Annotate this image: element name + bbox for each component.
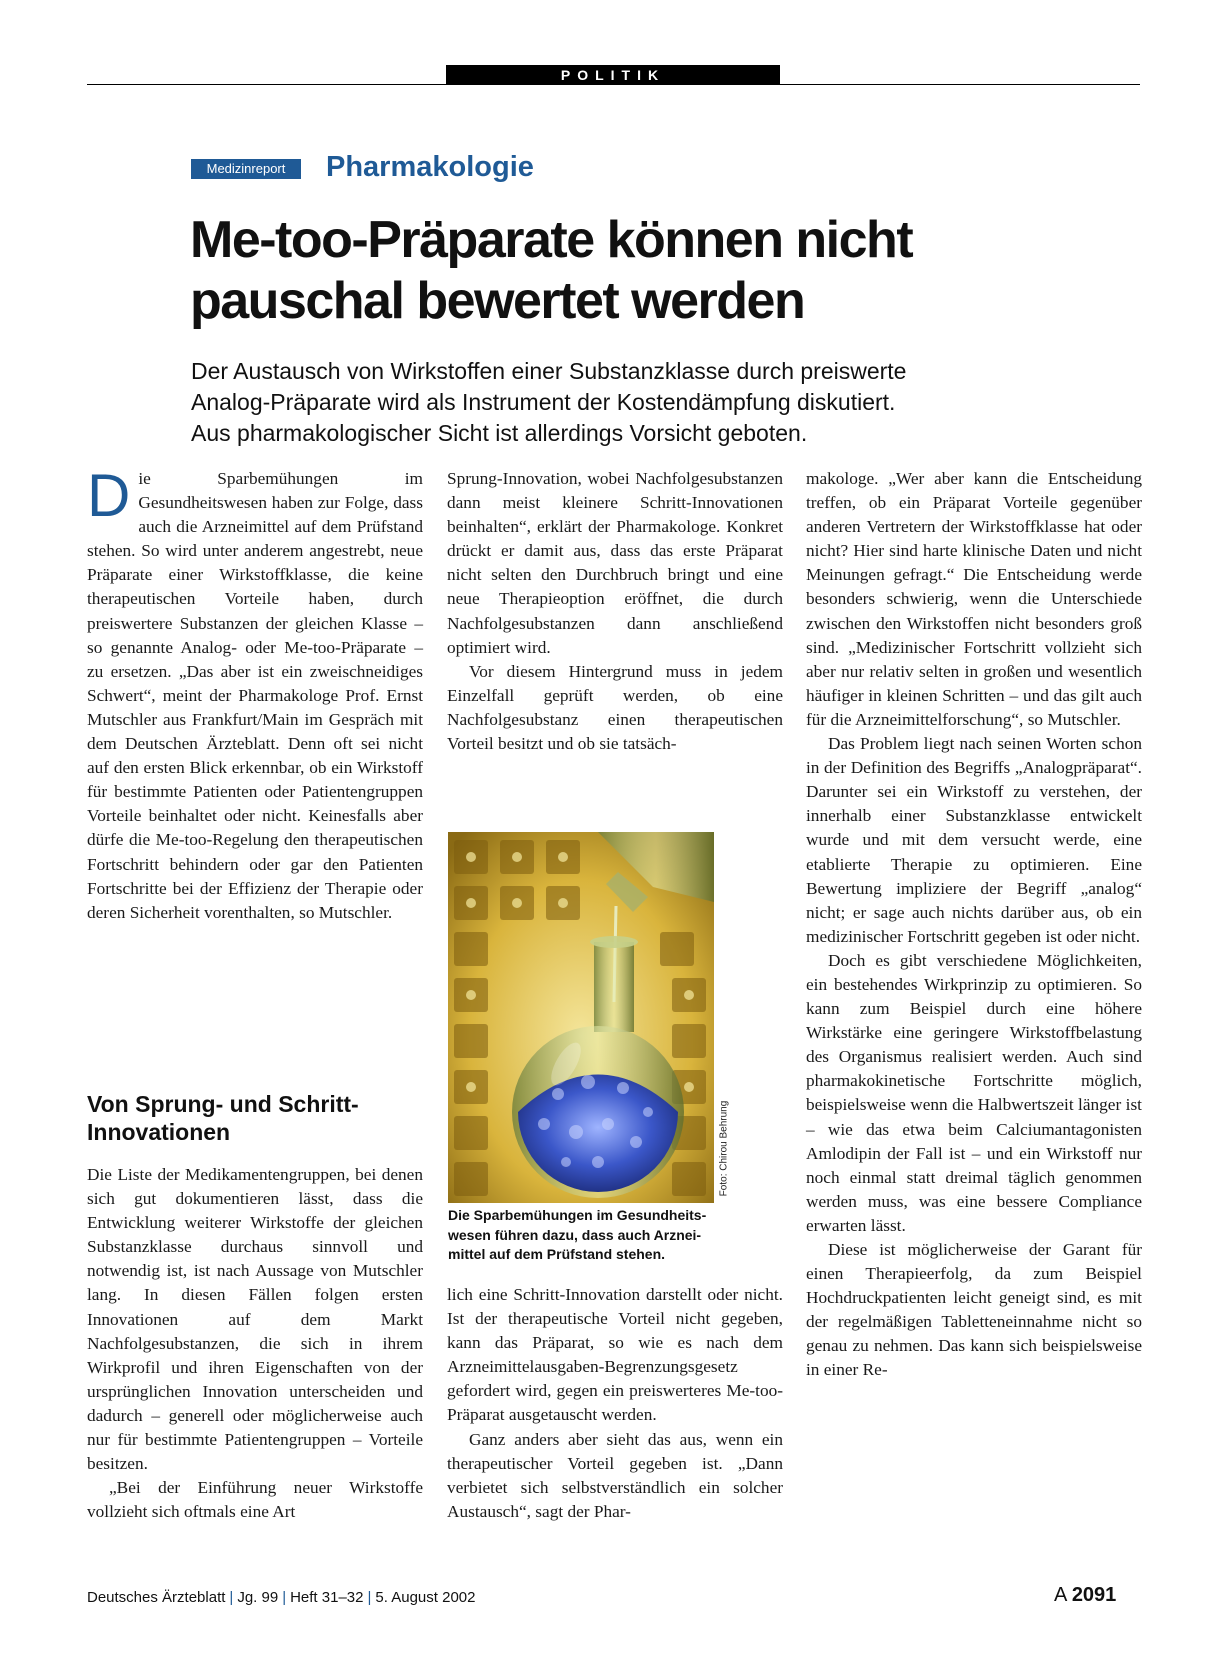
section-label: POLITIK: [446, 65, 780, 85]
caption-line: Die Sparbemühungen im Gesundheits-: [448, 1207, 707, 1223]
lead-line: Analog-Präparate wird als Instrument der Kostendämpfung diskutiert.: [191, 389, 896, 415]
body-paragraph: Das Problem liegt nach seinen Worten schon in der Definition des Begriffs „Analogpräparat“. Darunter sei ein Wirkstoff zu verstehen, der innerhalb einer Substanzklasse entwickelt wurde und mit dem versucht werde, eine etablierte Therapie zu optimieren. Eine Bewertung impliziere der Begriff „analog“ nicht; er sage auch nichts darüber aus, ob ein medizinischer Fortschritt gegeben ist oder nicht.: [806, 734, 1142, 946]
caption-line: wesen führen dazu, dass auch Arznei-: [448, 1226, 702, 1243]
body-paragraph: makologe. „Wer aber kann die Entscheidung treffen, ob ein Präparat Vorteile gegenüber anderen Vertretern der Wirkstoffklasse hat oder nicht? Hier sind harte klinische Daten und nicht Meinungen gefragt.“ Die Entscheidung werde besonders schwierig, wenn die Unterschiede zwischen den Wirkstoffen nicht besonders groß sind. „Medizinischer Fortschritt vollzieht sich aber nur relativ selten in großen und wesentlich häufiger in kleinen Schritten – und das gilt auch für die Arzneimittelforschung“, so Mutschler.: [806, 469, 1142, 729]
caption-line: mittel auf dem Prüfstand stehen.: [448, 1246, 666, 1262]
body-paragraph: Sprung-Innovation, wobei Nachfolgesubstanzen dann meist kleinere Schritt-Innovationen beinhalten“, erklärt der Pharmakologe. Konkret drückt er damit aus, dass das erste Präparat nicht selten den Durchbruch bringt und eine neue Therapieoption eröffnet, die durch Nachfolgesubstanzen dann anschließend optimiert wird.: [447, 469, 783, 657]
subheading: [87, 1090, 427, 1146]
topic-title: Pharmakologie: [326, 151, 534, 183]
subheading-line: Innovationen: [87, 1119, 231, 1145]
journal-name: Deutsches Ärzteblatt: [87, 1589, 226, 1606]
headline: [190, 210, 1070, 332]
headline-line: Me-too-Präparate können nicht: [190, 211, 913, 269]
drop-cap: D: [87, 462, 131, 529]
article-photo: [448, 832, 714, 1203]
kicker-label: Medizinreport: [191, 159, 301, 179]
volume: Jg. 99: [237, 1589, 279, 1606]
column-1-bottom: [87, 1163, 423, 1524]
body-paragraph: Die Liste der Medikamentengruppen, bei denen sich gut dokumentieren lässt, dass die Entwicklung weiterer Wirkstoffe der gleichen Substanzklasse durchaus sinnvoll und notwendig ist, ist nach Aussage von Mutschler lang. In diesen Fällen folgen ersten Innovationen auf dem Markt Nachfolgesubstanzen, die sich in ihrem Wirkprofil und ihren Eigenschaften von der ursprünglichen Innovation unterscheiden und dadurch – generell oder möglicherweise auch nur für bestimmte Patientengruppen – Vorteile besitzen.: [87, 1165, 423, 1474]
paragraph-text: ie Sparbemühungen im Gesundheitswesen haben zur Folge, dass auch die Arzneimittel auf dem Prüfstand stehen. So wird unter anderem angestrebt, neue Präparate einer Wirkstoffklasse, die keine therapeutischen Vorteile haben, durch preiswertere Substanzen der gleichen Klasse – so genannte Analog- oder Me-too-Präparate – zu ersetzen. „Das aber ist ein zweischneidiges Schwert“, meint der Pharmakologe Prof. Ernst Mutschler aus Frankfurt/Main im Gespräch mit dem Deutschen Ärzteblatt. Denn oft sei nicht auf den ersten Blick erkennbar, ob ein Wirkstoff für bestimmte Patienten oder Patientengruppen Vorteile beinhaltet oder nicht. Keinesfalls aber dürfe die Me-too-Regelung den therapeutischen Fortschritt behindern oder gar den Patienten Fortschritte bei der Effizienz der Therapie oder deren Sicherheit vorenthalten, so Mutschler.: [87, 469, 423, 922]
lead-line: Der Austausch von Wirkstoffen einer Substanzklasse durch preiswerte: [191, 358, 907, 384]
column-3: [806, 467, 1142, 1383]
headline-line: pauschal bewertet werden: [190, 272, 805, 330]
body-paragraph: [87, 462, 423, 925]
photo-caption: [448, 1206, 728, 1265]
page-number: [1054, 1584, 1116, 1607]
body-paragraph: Diese ist möglicherweise der Garant für einen Therapieerfolg, da zum Beispiel Hochdruckpatienten leicht geneigt sind, es mit der regelmäßigen Tabletteneinnahme nicht so genau zu nehmen. Das kann sich beispielsweise in einer Re-: [806, 1240, 1142, 1380]
photo-credit-text: Foto: Chirou Behrung: [718, 1100, 730, 1197]
body-paragraph: lich eine Schritt-Innovation darstellt oder nicht. Ist der therapeutische Vorteil nicht gegeben, kann das Präparat, so wie es nach dem Arzneimittelausgaben-Begrenzungsgesetz gefordert wird, gegen ein preiswerteres Me-too-Präparat ausgetauscht werden.: [447, 1285, 783, 1425]
photo-credit: [716, 1100, 730, 1200]
page-number-value: 2091: [1071, 1584, 1117, 1606]
body-paragraph: „Bei der Einführung neuer Wirkstoffe vollzieht sich oftmals eine Art: [87, 1478, 423, 1522]
body-paragraph: Ganz anders aber sieht das aus, wenn ein therapeutischer Vorteil gegeben ist. „Dann verbietet sich selbstverständlich ein solcher Austausch“, sagt der Phar-: [447, 1429, 783, 1521]
separator: |: [282, 1589, 287, 1606]
lead-line: Aus pharmakologischer Sicht ist allerdings Vorsicht geboten.: [191, 420, 808, 446]
page-prefix: A: [1054, 1584, 1067, 1606]
footer-citation: [87, 1589, 475, 1606]
issue: Heft 31–32: [290, 1589, 364, 1606]
lead-paragraph: [191, 356, 1051, 449]
subheading-line: Von Sprung- und Schritt-: [87, 1091, 359, 1117]
column-1-top: [87, 462, 423, 925]
column-2-top: [447, 467, 783, 756]
column-2-bottom: [447, 1283, 783, 1524]
separator: |: [229, 1589, 234, 1606]
separator: |: [367, 1589, 372, 1606]
flask-illustration: [448, 832, 714, 1203]
body-paragraph: Doch es gibt verschiedene Möglichkeiten, ein bestehendes Wirkprinzip zu optimieren. So kann zum Beispiel durch eine höhere Wirkstärke eine geringere Wirkstoffbelastung des Organismus realisiert werden. Auch sind pharmakokinetische Fortschritte möglich, beispielsweise wenn die Halbwertszeit länger ist – wie das etwa beim Calciumantagonisten Amlodipin der Fall ist – und ein Wirkstoff nur noch einmal statt dreimal täglich genommen werden muss, was eine bessere Compliance erwarten lässt.: [806, 950, 1142, 1235]
issue-date: 5. August 2002: [375, 1589, 476, 1606]
body-paragraph: Vor diesem Hintergrund muss in jedem Einzelfall geprüft werden, ob eine Nachfolgesubstanz einen therapeutischen Vorteil besitzt und ob sie tatsäch-: [447, 661, 783, 754]
